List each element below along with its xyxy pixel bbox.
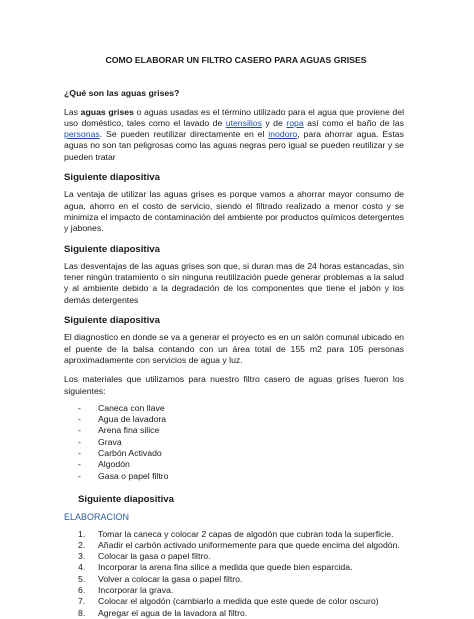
bullet-dash: - [78,436,81,447]
material-label: Algodón [98,459,130,470]
question-heading: ¿Qué son las aguas grises? [64,88,180,99]
elaboracion-heading: ELABORACION [64,512,130,523]
list-item [78,596,404,607]
material-label: Caneca con llave [98,402,165,413]
material-label: Gasa o papel filtro [98,470,169,481]
intro-text: Las [64,106,81,117]
list-item [78,608,404,619]
materiales-paragraph: Los materiales que utilizamos para nuestro filtro casero de aguas grises fueron los siguientes: [64,374,404,396]
step-number: 1. [78,528,86,539]
bullet-dash: - [78,448,81,459]
section-heading-1: Siguiente diapositiva [64,172,160,184]
document-title: COMO ELABORAR UN FILTRO CASERO PARA AGUAS GRISES [105,55,367,65]
intro-paragraph [64,107,404,163]
link-personas[interactable]: personas [64,129,100,140]
intro-text: y de [261,117,287,128]
material-label: Carbón Activado [98,448,162,459]
bullet-dash: - [78,470,81,481]
intro-text: o aguas usadas es el término utilizado para el agua que proviene del uso doméstico, tales como el lavado de [64,106,405,128]
step-number: 7. [78,596,86,607]
link-inodoro[interactable]: inodoro [268,129,298,140]
list-item [78,529,404,540]
list-item [78,471,404,482]
bullet-dash: - [78,425,81,436]
list-item [78,540,404,551]
link-ropa[interactable]: ropa [286,117,304,128]
list-item [78,459,404,470]
steps-list [64,529,404,619]
list-item [78,585,404,596]
step-number: 8. [78,607,86,618]
intro-text: , para ahorrar agua. Estas aguas no son tan peligrosas como las aguas negras pero igual se pueden reutilizar y se pueden tratar [64,129,404,162]
step-number: 6. [78,584,86,595]
list-item [78,574,404,585]
diagnostico-paragraph: El diagnostico en donde se va a generar el proyecto es en un salón comunal ubicado en el puente de la balsa contando con un área total de 155 m2 para 105 personas aproximadamente con servicios de agua y luz. [64,332,404,365]
list-item [78,414,404,425]
bullet-dash: - [78,459,81,470]
link-utensilios[interactable]: utensilios [225,117,262,128]
bullet-dash: - [78,414,81,425]
step-text: Agregar el agua de la lavadora al filtro. [98,607,248,618]
intro-text: así como el baño de las [303,117,405,128]
list-item [78,437,404,448]
material-label: Grava [98,436,122,447]
step-text: Colocar la gasa o papel filtro. [98,551,211,562]
step-text: Añadir el carbón activado uniformemente para que quede encima del algodón. [98,539,400,550]
list-item [78,551,404,562]
list-item [78,403,404,414]
step-number: 2. [78,539,86,550]
section-heading-3: Siguiente diapositiva [64,315,160,327]
list-item [78,562,404,573]
step-number: 4. [78,562,86,573]
step-text: Colocar el algodón (cambiarlo a medida que este quede de color oscuro) [98,596,379,607]
ventaja-paragraph: La ventaja de utilizar las aguas grises es porque vamos a ahorrar mayor consumo de agua, ahorro en el costo de servicio, siendo el filtrado realizado a menor costo y se minimiza el impacto de contaminación del ambiente por productos químicos detergentes y jabones. [64,189,404,234]
materials-list [64,403,404,482]
list-item [78,448,404,459]
list-item [78,425,404,436]
material-label: Arena fina silice [98,425,160,436]
material-label: Agua de lavadora [98,414,167,425]
step-text: Volver a colocar la gasa o papel filtro. [98,573,243,584]
step-text: Incorporar la grava. [98,584,174,595]
step-text: Tomar la caneca y colocar 2 capas de algodón que cubran toda la superficie. [98,528,394,539]
step-text: Incorporar la arena fina silice a medida que quede bien esparcida. [98,562,353,573]
desventaja-paragraph: Las desventajas de las aguas grises son que, si duran mas de 24 horas estancadas, sin tener ningún tratamiento o sin ninguna reutilización puede generar problemas a la salud y al ambiente debido a la degradación de los componentes que tiene el jabón y los demás detergentes [64,260,404,305]
section-heading-2: Siguiente diapositiva [64,243,160,255]
intro-text: . Se pueden reutilizar directamente en el [99,129,269,140]
bullet-dash: - [78,402,81,413]
section-heading-4: Siguiente diapositiva [78,493,174,505]
step-number: 3. [78,551,86,562]
step-number: 5. [78,573,86,584]
intro-bold-term: aguas grises [80,106,134,117]
